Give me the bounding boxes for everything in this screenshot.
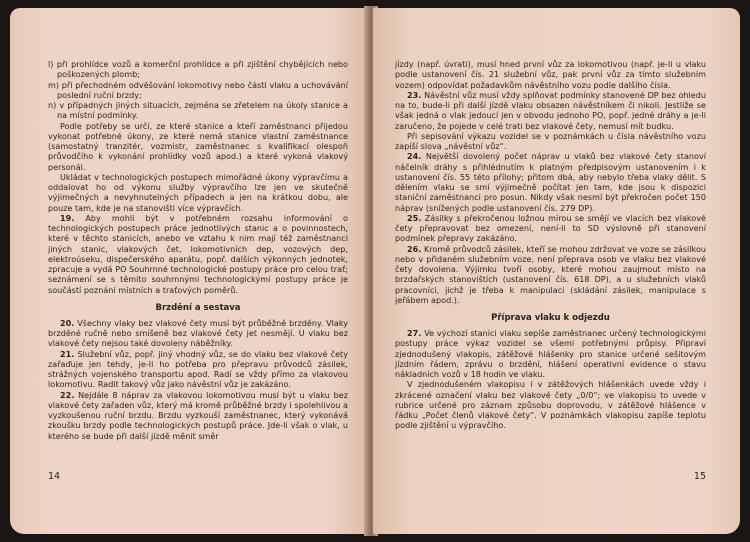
paragraph bbox=[395, 132, 706, 153]
paragraph-text: n) v případných jiných situacích, zejména se zřetelem na úkoly stanice a na místní podmínky. bbox=[48, 101, 348, 121]
right-page-body bbox=[395, 60, 706, 432]
paragraph-number: 23. bbox=[407, 90, 422, 100]
paragraph bbox=[48, 214, 348, 296]
paragraph bbox=[48, 60, 348, 81]
paragraph bbox=[48, 391, 348, 442]
paragraph bbox=[395, 214, 706, 245]
paragraph bbox=[48, 101, 348, 122]
paragraph-text: Podle potřeby se určí, ze které stanice a kteří zaměstnanci přijedou vykonat potřebné úkony, ze které nemá stanice vlastní zaměstnance (samostatný tranzitér, vozmistr, zaměstnanec s kvalifikací olespoň průvodčího k vykonání prohlídky vozů apod.) a které vykoná vlakový personál. bbox=[48, 121, 348, 172]
paragraph-text: Všechny vlaky bez vlakové čety musí být průběžně brzděny. Vlaky brzděné ručně nebo smíšeně bez vlakové čety jet nesmějí. U vlaku bez vlakové čety nejsou také dovoleny náběžníky. bbox=[48, 318, 348, 349]
left-page-body bbox=[48, 60, 348, 442]
paragraph-number: 24. bbox=[407, 152, 422, 162]
paragraph-text: jízdy (např. úvrati), musí hned první vůz za lokomotivou (např. je-li u vlaku podle ustanovení čís. 21 služební vůz, pak první vůz za tímto služebním vozem) odpovídat požadavkům návěstního vozu podle dalšího čísla. bbox=[395, 60, 706, 90]
paragraph-number: 21. bbox=[60, 349, 75, 359]
paragraph bbox=[395, 245, 706, 307]
right-page bbox=[373, 8, 740, 534]
paragraph-number: 27. bbox=[407, 329, 422, 338]
paragraph-number: 22. bbox=[60, 390, 75, 400]
section-heading: Brzdění a sestava bbox=[155, 302, 241, 313]
paragraph-text: m) při přechodném odvěšování lokomotivy nebo části vlaku a uchovávání poslední ruční brzdy; bbox=[48, 80, 348, 100]
page-number-left: 14 bbox=[48, 471, 61, 482]
paragraph-text: Kromě průvodců zásilek, kteří se mohou zdržovat ve voze se zásilkou nebo v přidaném služebním voze, není přeprava osob ve vlaku bez vlakové čety dovolena. Výjimku tvoří osoby, které mohou zaujmout místo na brzdařských stanovištích (ustanovení čís. 618 DP), a u služebních vlaků pracovníci, jichž je třeba k manipulaci (skládání zásilek, manipulace s jeřábem apod.). bbox=[395, 244, 707, 305]
section-heading: Příprava vlaku k odjezdu bbox=[491, 313, 610, 323]
paragraph-number: 26. bbox=[407, 244, 422, 254]
paragraph bbox=[395, 152, 706, 214]
paragraph-text: Zásilky s překročenou ložnou mírou se smějí ve vlacích bez vlakové čety přepravovat bez omezení, není-li to SD výslovně při stanovení podmínek přepravy zakázáno. bbox=[395, 213, 707, 244]
paragraph-text: Aby mohli být v potřebném rozsahu informování o technologických postupech práce jednotlivých stanic a o povinnostech, které v těchto stanicích, anebo ve vztahu k nim mají též zaměstnanci jiných stanic, vlakových čet, lokomotivních dep, vozových dep, elektroúseku, dispečerského aparátu, popř. dalších výkonných jednotek, zpracuje a vydá PO Souhrnné technologické postupy práce pro celou trať; seznámení se s těmito souhrnnými technologickými postupy práce je součástí poznání místních a traťových poměrů. bbox=[48, 213, 349, 295]
page-number-right: 15 bbox=[693, 471, 706, 482]
paragraph bbox=[395, 329, 706, 380]
paragraph bbox=[395, 60, 706, 91]
paragraph-text: Služební vůz, popř. jiný vhodný vůz, se do vlaku bez vlakové čety zařaďuje jen tehdy, je-li ho potřeba pro přepravu průvodců zásilek, strážných vojenského transportu apod. Radí se vždy přímo za vlakovou lokomotivu. Radit takový vůz jako návěstní vůz je zakázáno. bbox=[48, 349, 348, 390]
paragraph-text: Ve výchozí stanici vlaku sepíše zaměstnanec určený technologickými postupy práce výkaz vozidel se všemi potřebnými průpisy. Připraví zjednodušený vlakopis, zátěžové hlášenky pro stanice určené sešitovým jízdním řádem, zprávu o brzdění, hlášení operativní evidence o stavu nákladních vozů v 18 hodin ve vlaku. bbox=[395, 329, 707, 379]
left-page bbox=[10, 8, 370, 534]
paragraph-text: Při sepisování výkazu vozidel se v poznámkách u čísla návěstního vozu zapíší slova „návěstní vůz“. bbox=[395, 131, 706, 151]
paragraph-text: Ukládat v technologických postupech mimořádné úkony výpravčímu a oddalovat ho od výkonu služby výpravčího lze jen ve skutečně výjimečných a nevyhnutelných případech a jen na krátkou dobu, ale pouze tam, kde je na stanovišti více výpravčích. bbox=[48, 172, 348, 213]
paragraph-number: 25. bbox=[407, 213, 422, 223]
paragraph bbox=[48, 122, 348, 173]
paragraph-text: l) při prohlídce vozů a komerční prohlídce a při zjištění chybějících nebo poškozených plomb; bbox=[48, 60, 348, 80]
paragraph-number: 20. bbox=[60, 318, 75, 328]
paragraph bbox=[395, 91, 706, 132]
paragraph bbox=[48, 350, 348, 391]
paragraph-text: Největší dovolený počet náprav u vlaků bez vlakové čety stanoví náčelník dráhy s přihlédnutím k platným předpisovým ustanovením i k ustanovení čís. 55 této přílohy; přitom dbá, aby nebylo třeba vlaky dělit. S dělením vlaku se smí výjimečně počítat jen tam, kde jsou k dispozici staniční zaměstnanci pro posun. Nikdy však nesmí být překročen počet 150 náprav (snížených podle ustanovení čís. 279 DP). bbox=[395, 152, 706, 213]
paragraph-text: Nejdále 8 náprav za vlakovou lokomotivou musí být u vlaku bez vlakové čety zařaden vůz, který má kromě průběžné brzdy i spolehlivou a vyzkoušenou ruční brzdu. Brzdu vyzkouší zaměstnanec, který vykonává zkoušku brzdy podle technologických postupů práce. Jde-li však o vlak, u kterého se bude při další jízdě měnit směr bbox=[48, 390, 349, 441]
paragraph bbox=[48, 319, 348, 350]
paragraph-text: V zjednodušeném vlakopisu i v zátěžových hlášenkách uvede vždy i zkrácené označení vlaku bez vlakové čety „0/0“; ve vlakopisu to uvede v rubrice určené pro záznam způsobu doprovodu, v zátěžové hlášence v řádku „Počet členů vlakové čety“. V poznámkách vlakopisu zapíše teplotu podle zjištění u výpravčího. bbox=[395, 380, 706, 431]
paragraph bbox=[395, 380, 706, 431]
paragraph-text: Návěstní vůz musí vždy splňovat podmínky stanovené DP bez ohledu na to, bude-li při další jízdě vlaku obsazen návěstníkem či nikoli. Jestliže se však jedná o vlak jedoucí jen v obvodu jednoho PO, popř. jedné dráhy a je-li zaručeno, že pojede v celé trati bez vlakové čety, nemusí mít budku. bbox=[395, 90, 706, 131]
paragraph-number: 19. bbox=[60, 213, 75, 223]
paragraph bbox=[48, 81, 348, 102]
paragraph bbox=[48, 173, 348, 214]
